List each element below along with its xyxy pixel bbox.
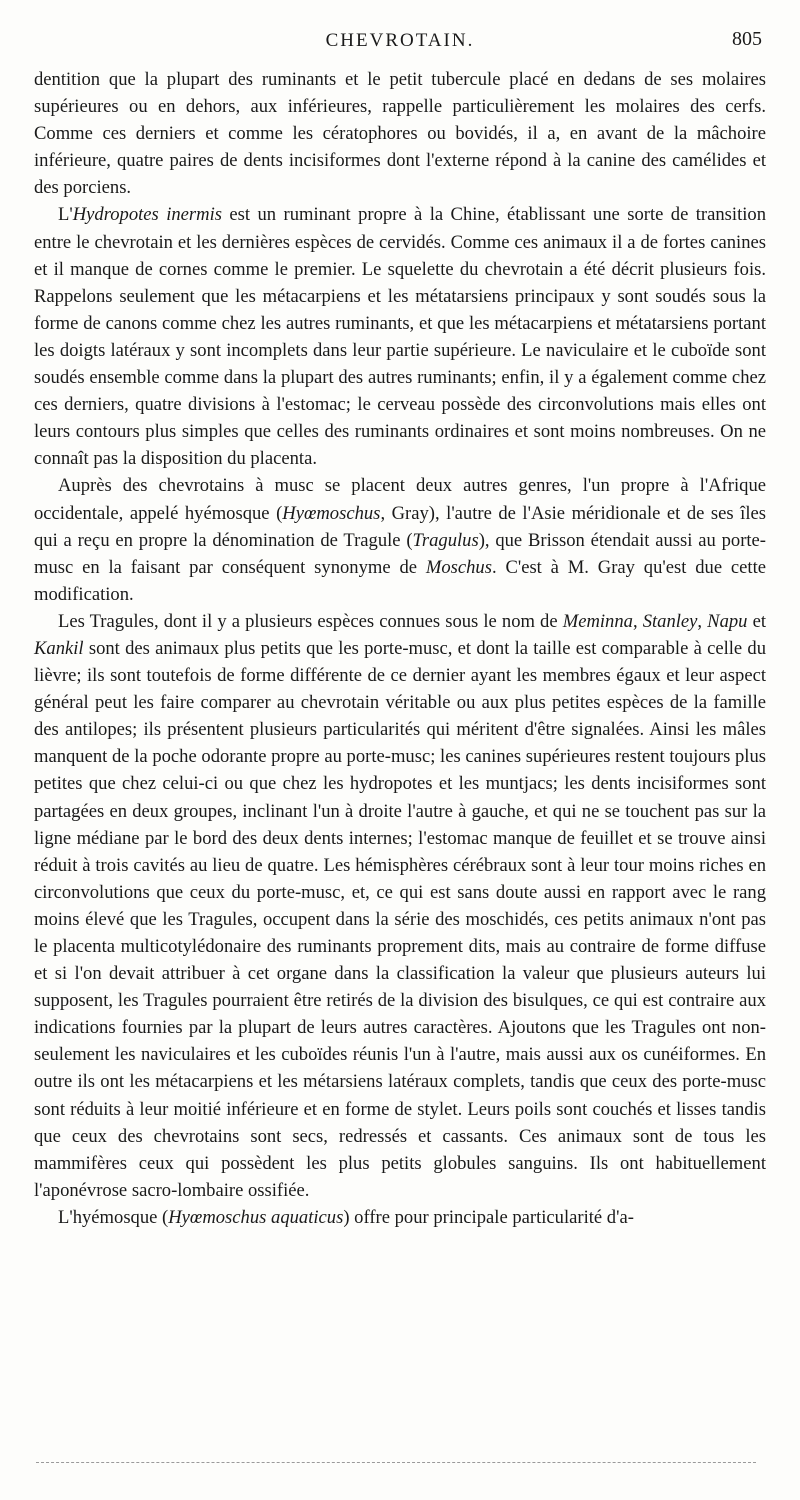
italic-text-run: Hyœmoschus bbox=[282, 502, 381, 524]
italic-text-run: Hydropotes inermis bbox=[72, 204, 222, 226]
running-head bbox=[0, 28, 800, 56]
text-run: , bbox=[697, 610, 708, 632]
text-run: ) offre pour principale particularité d'a- bbox=[343, 1206, 634, 1228]
text-run: L' bbox=[58, 204, 73, 226]
italic-text-run: Napu bbox=[707, 610, 748, 632]
text-run: et bbox=[747, 610, 766, 632]
italic-text-run: Moschus bbox=[425, 556, 492, 578]
text-run: L'hyémosque ( bbox=[58, 1206, 169, 1228]
text-run: sont des animaux plus petits que les porte-musc, et dont la taille est comparable à celle du lièvre; ils sont toutefois de forme différente de ce dernier ayant les membres égaux et leur aspect général peut les faire comparer au chevrotain véritable ou aux plus petites espèces de la famille des antilopes; ils présentent plusieurs particularités qui méritent d'être signalées. Ainsi les mâles manquent de la poche odorante propre au porte-musc; les canines supérieures restent toujours plus petites que chez celui-ci ou que chez les hydropotes et les muntjacs; les dents incisiformes sont partagées en deux groupes, inclinant l'un à droite l'autre à gauche, et qui ne se touchent pas sur la ligne médiane par le bord des deux dents internes; l'estomac manque de feuillet et se trouve ainsi réduit à trois cavités au lieu de quatre. Les hémisphères cérébraux sont à leur tour moins riches en circonvolutions que ceux du porte-musc, et, ce qui est sans doute aussi en rapport avec le rang moins élevé que les Tragules, occupent dans la série des moschidés, ces petits animaux n'ont pas le placenta multicotylédonaire des ruminants proprement dits, mais au contraire de forme diffuse et si l'on devait attribuer à cet organe dans la classification la valeur que plusieurs auteurs lui supposent, les Tragules pourraient être retirés de la division des bisulques, ce qui est contraire aux indications fournies par la plupart de leurs autres caractères. Ajoutons que les Tragules ont non-seulement les naviculaires et les cuboïdes réunis l'un à l'autre, mais aussi aux os cunéiformes. En outre ils ont les métacarpiens et les métarsiens latéraux complets, tandis que ceux des porte-musc sont réduits à leur moitié inférieure et en forme de stylet. Leurs poils sont couchés et lisses tandis que ceux des chevrotains sont secs, redressés et cassants. Ces animaux sont de tous les mammifères ceux qui possèdent les plus petits globules sanguins. Ils ont habituellement l'aponévrose sacro-lombaire ossifiée. bbox=[34, 637, 766, 1201]
paragraph-2 bbox=[34, 201, 766, 472]
italic-text-run: Stanley bbox=[642, 610, 698, 632]
italic-text-run: Tragulus bbox=[412, 529, 479, 551]
text-run: , bbox=[632, 610, 643, 632]
text-run: ), que Brisson étendait aussi au porte-musc en la faisant par conséquent synonyme de bbox=[34, 529, 766, 578]
running-title: CHEVROTAIN. bbox=[325, 30, 475, 51]
paragraph-1 bbox=[34, 66, 766, 201]
footer-rule bbox=[36, 1462, 756, 1463]
text-run: dentition que la plupart des ruminants et le petit tubercule placé en dedans de ses molaires supérieures ou en dehors, aux inférieures, rappelle particulièrement les molaires des cerfs. Comme ces derniers et comme les cératophores ou bovidés, il a, en avant de la mâchoire inférieure, quatre paires de dents incisiformes dont l'externe répond à la canine des camélides et des porciens. bbox=[34, 69, 766, 199]
text-run: Auprès des chevrotains à musc se placent deux autres genres, l'un propre à l'Afrique occidentale, appelé hyémosque ( bbox=[34, 475, 766, 524]
paragraph-4 bbox=[34, 608, 766, 1204]
text-run: , Gray), l'autre de l'Asie méridionale et de ses îles qui a reçu en propre la dénomination de Tragule ( bbox=[34, 502, 766, 551]
body-text bbox=[34, 66, 766, 1231]
paragraph-3 bbox=[34, 472, 766, 607]
italic-text-run: Kankil bbox=[34, 637, 84, 659]
page-number: 805 bbox=[732, 28, 762, 50]
text-run: est un ruminant propre à la Chine, établissant une sorte de transition entre le chevrotain et les dernières espèces de cervidés. Comme ces animaux il a de fortes canines et il manque de cornes comme le premier. Le squelette du chevrotain a été décrit plusieurs fois. Rappelons seulement que les métacarpiens et les métatarsiens principaux y sont soudés sous la forme de canons comme chez les autres ruminants, et que les métacarpiens et métatarsiens portant les doigts latéraux y sont incomplets dans leur partie supérieure. Le naviculaire et le cuboïde sont soudés ensemble comme dans la plupart des autres ruminants; enfin, il y a également comme chez ces derniers, quatre divisions à l'estomac; le cerveau possède des circonvolutions mais elles ont leurs contours plus simples que celles des ruminants ordinaires et sont moins nombreuses. On ne connaît pas la disposition du placenta. bbox=[34, 204, 767, 470]
text-run: Les Tragules, dont il y a plusieurs espèces connues sous le nom de bbox=[58, 610, 563, 632]
italic-text-run: Hyœmoschus aquaticus bbox=[168, 1206, 344, 1228]
text-run: . C'est à M. Gray qu'est due cette modification. bbox=[34, 556, 766, 605]
paragraph-5 bbox=[34, 1204, 766, 1231]
italic-text-run: Meminna bbox=[562, 610, 633, 632]
